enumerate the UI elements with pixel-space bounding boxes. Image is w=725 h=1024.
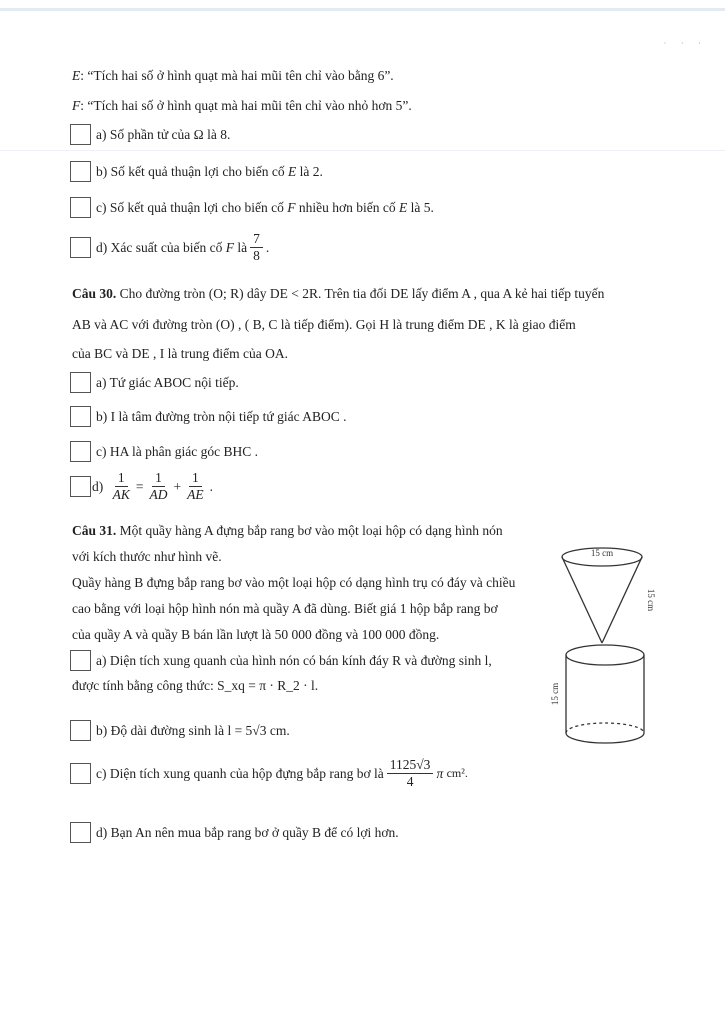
q31-stem-line5: của quầy A và quầy B bán lần lượt là 50 000 đồng và 100 000 đồng.: [72, 627, 440, 642]
q30-stem-line3: của BC và DE , I là trung điểm của OA.: [72, 346, 288, 361]
q29-option-d: d) Xác suất của biến cố F là $\frac{7}{8}$ .: [70, 231, 269, 264]
q29-checkbox-b[interactable]: [70, 161, 91, 182]
event-e-definition: E: “Tích hai số ở hình quạt mà hai mũi tên chỉ vào bằng 6”.: [72, 68, 394, 83]
q31-stem-line2: với kích thước như hình vẽ.: [72, 549, 222, 564]
q31-option-a-formula: được tính bằng công thức: S_xq = π · R_2 · l.: [72, 678, 319, 693]
q30-option-b: b) I là tâm đường tròn nội tiếp tứ giác ABOC .: [70, 406, 347, 427]
q29-option-a: a) Số phần tử của Ω là 8.: [70, 124, 230, 145]
q31-stem-line1: Câu 31. Một quầy hàng A đựng bắp rang bơ vào một loại hộp có dạng hình nón: [72, 523, 503, 538]
q30-option-a: a) Tứ giác ABOC nội tiếp.: [70, 372, 239, 393]
q31-checkbox-a[interactable]: [70, 650, 91, 671]
cone-diameter-label: 15 cm: [590, 548, 614, 558]
q31-option-c: c) Diện tích xung quanh của hộp đựng bắp rang bơ là $\frac{1125√3}{4}$ π cm².: [70, 757, 468, 790]
cylinder-shape: [566, 645, 644, 743]
fraction-1-ak: $\frac{1}{AK}$: [112, 470, 130, 502]
q30-stem-line1: Câu 30. Cho đường tròn (O; R) dây DE < 2R. Trên tia đối DE lấy điểm A , qua A kẻ hai tiếp tuyến: [72, 286, 605, 301]
q29-checkbox-a[interactable]: [70, 124, 91, 145]
q30-stem-line2: AB và AC với đường tròn (O) , ( B, C là tiếp điểm). Gọi H là trung điểm DE , K là giao điểm: [72, 317, 576, 332]
q31-checkbox-d[interactable]: [70, 822, 91, 843]
fraction-7-8: $\frac{7}{8}$: [250, 231, 263, 264]
fraction-1-ad: $\frac{1}{AD}$: [149, 470, 168, 502]
cone-cylinder-figure: [545, 542, 665, 752]
fraction-1-ae: $\frac{1}{AE}$: [187, 470, 204, 502]
scan-specks: · · ·: [663, 38, 707, 48]
cone-shape: [562, 548, 642, 643]
q30-checkbox-d[interactable]: [70, 476, 91, 497]
q30-option-d: d) $\frac{1}{AK}$ = $\frac{1}{AD}$ + $\frac{1}{AE}$ .: [70, 470, 213, 503]
q30-checkbox-b[interactable]: [70, 406, 91, 427]
scan-top-edge: [0, 8, 725, 11]
cone-height-label: 15 cm: [646, 588, 656, 612]
scan-fold-line: [0, 150, 725, 151]
q30-checkbox-a[interactable]: [70, 372, 91, 393]
q31-checkbox-b[interactable]: [70, 720, 91, 741]
q31-stem-line3: Quầy hàng B đựng bắp rang bơ vào một loại hộp có dạng hình trụ có đáy và chiều: [72, 575, 516, 590]
cylinder-height-label: 15 cm: [550, 682, 560, 706]
q29-option-c: c) Số kết quả thuận lợi cho biến cố F nhiều hơn biến cố E là 5.: [70, 197, 434, 218]
q29-option-b: b) Số kết quả thuận lợi cho biến cố E là 2.: [70, 161, 323, 182]
q31-checkbox-c[interactable]: [70, 763, 91, 784]
fraction-1125-root3-over-4: $\frac{1125√3}{4}$: [387, 757, 434, 790]
q31-stem-line4: cao bằng với loại hộp hình nón mà quầy A đã dùng. Biết giá 1 hộp bắp rang bơ: [72, 601, 498, 616]
q31-option-d: d) Bạn An nên mua bắp rang bơ ở quầy B để có lợi hơn.: [70, 822, 399, 843]
q29-checkbox-c[interactable]: [70, 197, 91, 218]
q31-option-b: b) Độ dài đường sinh là l = 5√3 cm.: [70, 720, 290, 741]
event-f-definition: F: “Tích hai số ở hình quạt mà hai mũi tên chỉ vào nhỏ hơn 5”.: [72, 98, 412, 113]
q30-checkbox-c[interactable]: [70, 441, 91, 462]
q29-checkbox-d[interactable]: [70, 237, 91, 258]
q30-option-c: c) HA là phân giác góc BHC .: [70, 441, 258, 462]
q31-option-a: a) Diện tích xung quanh của hình nón có bán kính đáy R và đường sinh l,: [70, 650, 492, 671]
